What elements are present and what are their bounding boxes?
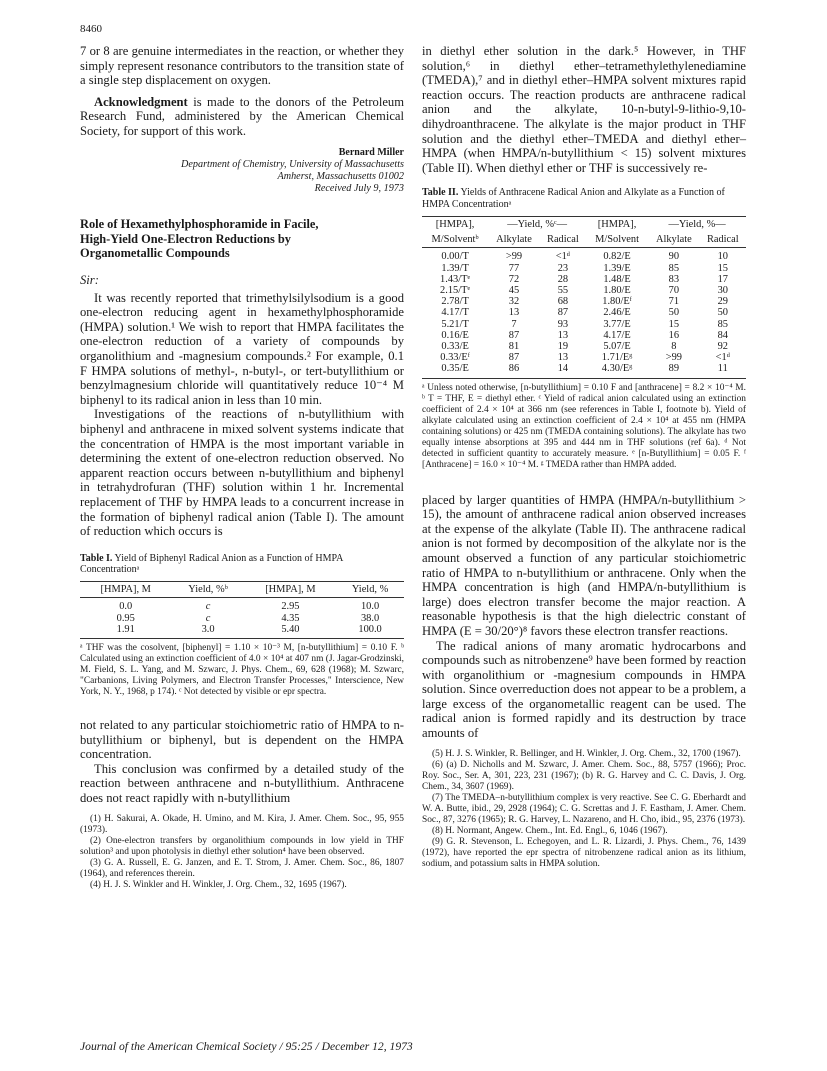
table2-cell: 0.16/E [441, 329, 469, 341]
references-right [422, 749, 746, 870]
table2-caption-text: Yields of Anthracene Radical Anion and Alkylate as a Function of HMPA Concentrationᵃ [422, 187, 725, 211]
table2-cell: 81 [508, 340, 520, 352]
table2-cell: 85 [668, 262, 680, 274]
article-title-line-2: High-Yield One-Electron Reductions by [80, 231, 291, 246]
table2-cell: 68 [557, 296, 569, 308]
table2-row [422, 307, 746, 318]
table2-cell: 23 [557, 262, 569, 274]
table1-caption-label: Table I. [80, 552, 113, 564]
body-paragraph-7: The radical anions of many aromatic hydrocarbons and compounds such as nitrobenzene⁹ have been formed by reaction with organolithium or -magnesium compounds in HMPA solution. Since overreduction does not appear to be a problem, a large excess of the organometallic reagent can be used. The radical anion is formed rapidly and its destruction by trace amounts of [422, 638, 746, 741]
table1-cell: 10.0 [360, 601, 380, 613]
intro-paragraph: 7 or 8 are genuine intermediates in the reaction, or whether they simply represent resonance contributors to the transition state of a single step displacement on oxygen. [80, 44, 404, 88]
table2-cell: 15 [717, 262, 728, 274]
acknowledgment [80, 95, 404, 139]
table2-cell: 29 [717, 296, 728, 308]
table2-header: [HMPA], [586, 216, 648, 232]
body-paragraph-6: placed by larger quantities of HMPA (HMPA/n-butyllithium > 15), the amount of anthracene radical anion observed increases at the expense of the alkylate (Table II). The anthracene radical anion is not formed by decomposition of the alkylate nor is the amount observed a function of any particular stoichiometric ratio of HMPA to n-butyllithium or anthracene. Only when the HMPA concentration is high (and HMPA/n-butyllithium is large) does electron transfer become the major reaction. A reasonable hypothesis is that the high dielectric constant of HMPA (E = 30/20°)⁸ favors these electron transfer reactions. [422, 492, 746, 638]
table2-caption [422, 187, 746, 211]
acknowledgment-lead: Acknowledgment [94, 94, 188, 109]
table2-cell: 1.39/T [441, 262, 469, 274]
table2-cell: 55 [557, 284, 569, 296]
author-affiliation-2: Amherst, Massachusetts 01002 [277, 170, 404, 182]
reference-item: (7) The TMEDA–n-butyllithium complex is very reactive. See C. G. Eberhardt and W. A. Butte, ibid., 29, 2928 (1964); C. G. Screttas and J. F. Eastham, J. Amer. Chem. Soc., 87, 3276 (1965); R. G. Harvey, L. Nazareno, and H. Cho, ibid., 95, 2376 (1973). [422, 792, 746, 825]
table2-cell: 70 [668, 284, 680, 296]
table2-cell: >99 [505, 251, 523, 263]
table1-header: Yield, %ᵇ [171, 582, 244, 598]
table2-cell: 71 [668, 296, 680, 308]
table2-cell: 19 [557, 340, 569, 352]
table2-cell: 1.43/Tᵉ [440, 273, 471, 285]
table2-cell: 3.77/E [603, 318, 631, 330]
table2-cell: 5.21/T [441, 318, 469, 330]
table1-header: [HMPA], M [245, 582, 336, 598]
table1-caption [80, 553, 404, 577]
table2-cell: 4.17/T [441, 307, 469, 319]
table1-cell: 4.35 [281, 612, 300, 624]
table2-cell: 28 [557, 273, 569, 285]
table1-cell: 0.0 [119, 601, 133, 613]
table1-cell: 2.95 [281, 601, 300, 613]
table2-footnote: ᵃ Unless noted otherwise, [n-butyllithium] = 0.10 F and [anthracene] = 8.2 × 10⁻⁴ M. ᵇ T = THF, E = diethyl ether. ᶜ Yield of radical anion calculated using an extinction coefficient of 2.4 × 10⁴ at 366 nm (see references in Table I, footnote b). Yield of alkylate calculated using an extinction coefficient of 2.4 × 10⁴ at 455 nm (HMPA containing solutions) or 425 nm (TMEDA containing solutions). The alkylate has two equally intense absorptions at 395 and 444 nm in THF solutions (ref 6a). ᵈ Not detected in sufficient quantity to accurately measure. ᵉ [n-Butyllithium] = 0.05 F. ᶠ [Anthracene] = 16.0 × 10⁻⁴ M. ᵍ TMEDA rather than HMPA added. [422, 382, 746, 470]
page-number: 8460 [80, 23, 102, 35]
reference-item: (9) G. R. Stevenson, L. Echegoyen, and L. R. Lizardi, J. Phys. Chem., 76, 1439 (1972), have reported the epr spectra of nitrobenzene radical anion as its lithium, sodium, and potassium salts in HMPA solution. [422, 836, 746, 869]
body-paragraph-3: not related to any particular stoichiometric ratio of HMPA to n-butyllithium or biphenyl, but is dependent on the HMPA concentration. [80, 718, 404, 762]
table2-header: —Yield, %ᶜ— [488, 216, 586, 232]
table1-footnote: ᵃ THF was the cosolvent, [biphenyl] = 1.10 × 10⁻³ M, [n-butyllithium] = 0.10 F. ᵇ Calculated using an extinction coefficient of 4.0 × 10⁴ at 407 nm (J. Jagar-Grodzinski, M. Field, S. L. Yang, and M. Szwarc, J. Phys. Chem., 69, 628 (1968); M. Szwarc, "Carbanions, Living Polymers, and Electron Transfer Processes," Interscience, New York, N. Y., 1968, p 174). ᶜ Not detected by visible or epr spectra. [80, 643, 404, 698]
right-column [422, 44, 746, 870]
table2 [422, 216, 746, 379]
table2-cell: 50 [717, 307, 728, 319]
table2-cell: 2.46/E [603, 307, 631, 319]
table2-caption-label: Table II. [422, 187, 459, 199]
table2-cell: 14 [540, 363, 586, 378]
table2-cell: 4.17/E [603, 329, 631, 341]
table2-cell: 2.15/Tᵉ [440, 284, 471, 296]
table2-cell: 1.80/Eᶠ [602, 296, 632, 308]
table2-cell: 11 [700, 363, 746, 378]
table1-cell: 3.0 [171, 624, 244, 639]
table2-header: M/Solventᵇ [422, 232, 488, 248]
table1-cell: 38.0 [360, 612, 380, 624]
table2-cell: 10 [717, 251, 728, 263]
table1-header: Yield, % [336, 582, 404, 598]
table2-row [422, 363, 746, 378]
table2-header: Alkylate [488, 232, 540, 248]
table2-cell: 0.33/E [441, 340, 469, 352]
table2-cell: 1.71/Eᵍ [601, 352, 633, 364]
reference-item: (4) H. J. S. Winkler and H. Winkler, J. Org. Chem., 32, 1695 (1967). [90, 879, 347, 890]
table1-cell: 1.91 [80, 624, 171, 639]
table1-row [80, 624, 404, 639]
table2-cell: 7 [511, 318, 517, 330]
table1-cell: 100.0 [336, 624, 404, 639]
table2-cell: 32 [508, 296, 520, 308]
table2-cell: 87 [508, 352, 520, 364]
table2-row [422, 352, 746, 363]
table2-cell: 50 [668, 307, 680, 319]
table2-cell: 72 [508, 273, 520, 285]
table2-cell: 13 [508, 307, 520, 319]
table2-cell: 13 [557, 329, 569, 341]
reference-item: (1) H. Sakurai, A. Okade, H. Umino, and M. Kira, J. Amer. Chem. Soc., 95, 955 (1973). [80, 813, 404, 835]
article-title-line-1: Role of Hexamethylphosphoramide in Facile, [80, 217, 319, 232]
table2-cell: 4.30/Eᵍ [586, 363, 648, 378]
reference-item: (2) One-electron transfers by organolithium compounds in low yield in THF solution³ and upon photolysis in diethyl ether solution⁴ have been observed. [80, 835, 404, 857]
article-title [80, 217, 404, 260]
table2-cell: 77 [508, 262, 520, 274]
body-paragraph-2: Investigations of the reactions of n-butyllithium with biphenyl and anthracene in mixed solvent systems indicate that the concentration of HMPA is the most important variable in determining the extent of one-electron reduction observed. No apparent reaction occurs between n-butyllithium and biphenyl in tetrahydrofuran (THF) solution within 1 hr. Incremental replacement of THF by HMPA leads to a concurrent increase in the formation of biphenyl radical anion (Table I). The amount of reduction which occurs is [80, 407, 404, 539]
table1-caption-text: Yield of Biphenyl Radical Anion as a Function of HMPA Concentrationᵃ [80, 552, 343, 576]
table2-cell: 2.78/T [441, 296, 469, 308]
table1-cell: 5.40 [245, 624, 336, 639]
table2-cell: 45 [508, 284, 520, 296]
received-date: Received July 9, 1973 [314, 183, 404, 195]
table1 [80, 581, 404, 639]
reference-item: (8) H. Normant, Angew. Chem., Int. Ed. Engl., 6, 1046 (1967). [432, 825, 668, 836]
table1-row [80, 598, 404, 613]
table2-cell: 87 [557, 307, 569, 319]
table2-cell: 86 [488, 363, 540, 378]
table2-row [422, 248, 746, 263]
table2-cell: <1ᵈ [555, 251, 571, 263]
table2-cell: 90 [668, 251, 680, 263]
left-column [80, 44, 404, 891]
table2-cell: 0.35/E [422, 363, 488, 378]
table2-cell: 93 [557, 318, 569, 330]
table2-cell: 84 [717, 329, 728, 341]
acknowledgment-body: is made to the donors of the Petroleum Research Fund, administered by the American Chemical Society, for support of this work. [80, 94, 404, 138]
author-name: Bernard Miller [338, 146, 404, 158]
table2-cell: 85 [717, 318, 728, 330]
table2-cell: 15 [668, 318, 680, 330]
table2-body [422, 248, 746, 378]
table2-cell: 8 [671, 340, 677, 352]
references-left [80, 814, 404, 891]
body-paragraph-5: in diethyl ether solution in the dark.⁵ However, in THF solution,⁶ in diethyl ether–tetramethylethylenediamine (TMEDA),⁷ and in diethyl ether–HMPA solvent mixtures rapid reaction occurs. The reaction products are anthracene radical anion and the alkylate, 10-n-butyl-9-lithio-9,10-dihydroanthracene. The alkylate is the major product in THF solution and the diethyl ether–TMEDA and diethyl ether–HMPA (when HMPA/n-butyllithium < 15) solvent mixtures (Table II). When diethyl ether or THF is successively re- [422, 44, 746, 175]
table1-cell: c [205, 612, 211, 624]
table1-cell: 0.95 [116, 612, 135, 624]
table2-cell: 0.00/T [441, 251, 469, 263]
table2-cell: 89 [648, 363, 700, 378]
reference-item: (6) (a) D. Nicholls and M. Szwarc, J. Amer. Chem. Soc., 88, 5757 (1966); Proc. Roy. Soc., Ser. A, 301, 223, 231 (1967); (b) R. G. Harvey and C. C. Davis, J. Org. Chem., 34, 3607 (1969). [422, 759, 746, 792]
table2-cell: 92 [717, 340, 728, 352]
table2-cell: 0.33/Eᶠ [440, 352, 470, 364]
table2-row [422, 330, 746, 341]
table2-cell: 13 [557, 352, 569, 364]
table2-header: Radical [700, 232, 746, 248]
table2-cell: 1.39/E [603, 262, 631, 274]
body-paragraph-1: It was recently reported that trimethylsilylsodium is a good one-electron reducing agent in hexamethylphosphoramide (HMPA) solution.¹ We wish to report that HMPA facilitates the one-electron reduction of a variety of compounds by organolithium and -magnesium compounds.² For example, 0.1 F HMPA solutions of methyl-, n-butyl-, or tert-butyllithium or benzylmagnesium chloride will quantitatively reduce 10⁻⁴ M biphenyl to its radical anion in less than 10 min. [80, 290, 404, 407]
table1-cell: c [205, 601, 211, 613]
table2-row [422, 274, 746, 285]
table2-cell: 0.82/E [603, 251, 631, 263]
table2-cell: 16 [668, 329, 680, 341]
table2-cell: <1ᵈ [715, 352, 730, 364]
table2-row [422, 263, 746, 274]
table2-row [422, 319, 746, 330]
reference-item: (3) G. A. Russell, E. G. Janzen, and E. T. Strom, J. Amer. Chem. Soc., 86, 1807 (1964), and references therein. [80, 857, 404, 879]
table2-header: —Yield, %— [648, 216, 746, 232]
table2-row [422, 296, 746, 307]
table1-row [80, 613, 404, 624]
table2-row [422, 341, 746, 352]
body-paragraph-4: This conclusion was confirmed by a detailed study of the reaction between anthracene and n-butyllithium. Anthracene does not react rapidly with n-butyllithium [80, 761, 404, 806]
article-title-line-3: Organometallic Compounds [80, 246, 230, 261]
salutation: Sir: [80, 272, 99, 287]
table2-cell: 87 [508, 329, 520, 341]
table2-header: [HMPA], [422, 216, 488, 232]
table2-cell: >99 [665, 352, 682, 364]
journal-footer: Journal of the American Chemical Society / 95:25 / December 12, 1973 [80, 1040, 413, 1053]
author-affiliation-1: Department of Chemistry, University of Massachusetts [181, 158, 404, 170]
table2-header: Alkylate [648, 232, 700, 248]
table2-cell: 1.48/E [603, 273, 631, 285]
table2-header: M/Solvent [586, 232, 648, 248]
table1-header: [HMPA], M [80, 582, 171, 598]
table2-row [422, 285, 746, 296]
table2-cell: 17 [717, 273, 728, 285]
table2-cell: 30 [717, 284, 728, 296]
table2-cell: 5.07/E [603, 340, 631, 352]
table2-cell: 1.80/E [603, 284, 631, 296]
table2-header: Radical [540, 232, 586, 248]
table2-cell: 83 [668, 273, 680, 285]
reference-item: (5) H. J. S. Winkler, R. Bellinger, and H. Winkler, J. Org. Chem., 32, 1700 (1967). [432, 748, 741, 759]
